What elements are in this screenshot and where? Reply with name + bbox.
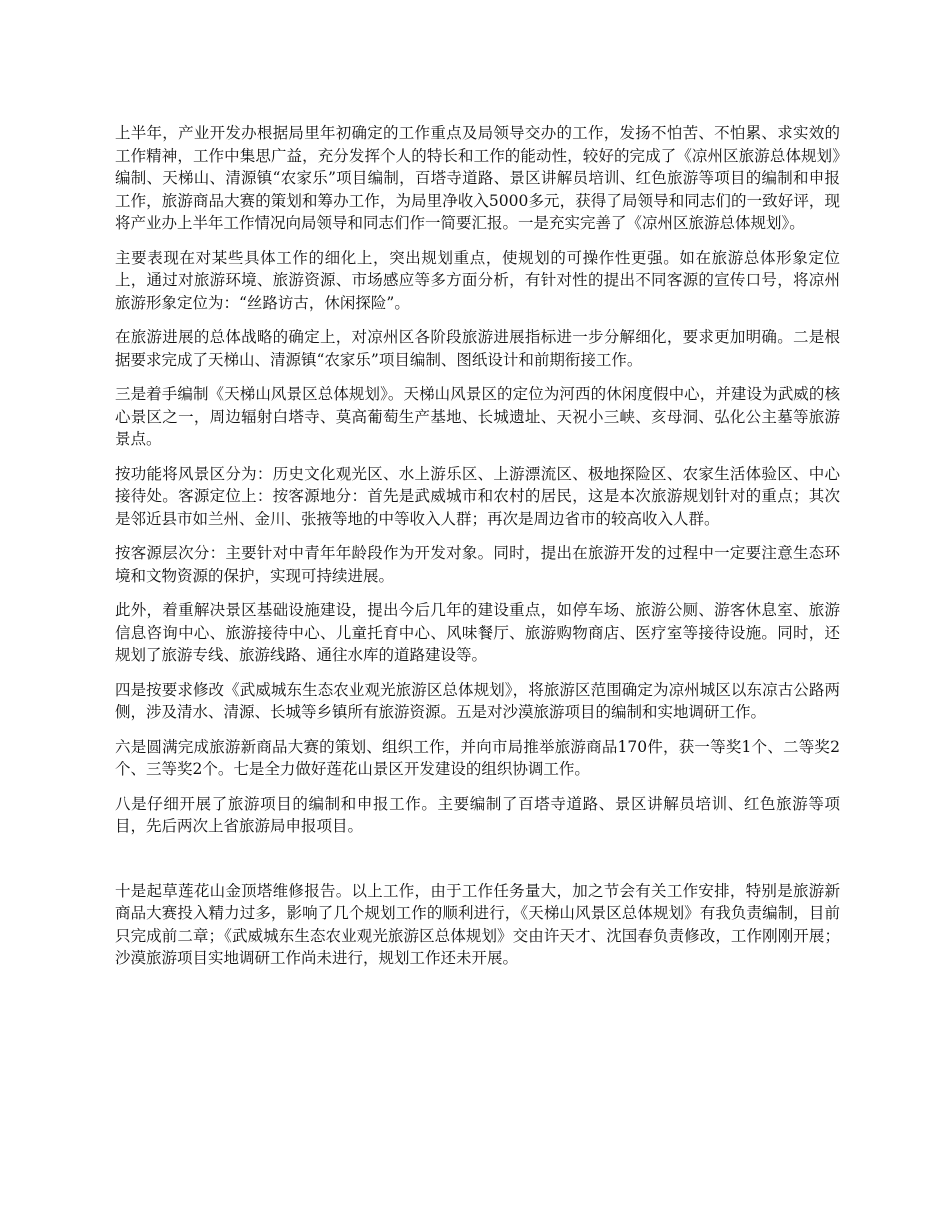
paragraph-3: 在旅游进展的总体战略的确定上，对凉州区各阶段旅游进展指标进一步分解细化，要求更加明确。二是根据要求完成了天梯山、清源镇“农家乐”项目编制、图纸设计和前期衔接工作。: [115, 328, 840, 369]
paragraph-6: 按客源层次分：主要针对中青年年龄段作为开发对象。同时，提出在旅游开发的过程中一定要注意生态环境和文物资源的保护，实现可持续进展。: [115, 544, 840, 585]
blank-gap: [115, 850, 840, 880]
paragraph-10: 八是仔细开展了旅游项目的编制和申报工作。主要编制了百塔寺道路、景区讲解员培训、红色旅游等项目，先后两次上省旅游局申报项目。: [115, 794, 840, 835]
paragraph-11: 十是起草莲花山金顶塔维修报告。以上工作，由于工作任务量大，加之节会有关工作安排，特别是旅游新商品大赛投入精力过多，影响了几个规划工作的顺利进行，《天梯山风景区总体规划》有我负责编制，目前只完成前二章；《武威城东生态农业观光旅游区总体规划》交由许天才、沈国春负责修改，工作刚刚开展；沙漠旅游项目实地调研工作尚未进行，规划工作还未开展。: [115, 881, 840, 967]
paragraph-4: 三是着手编制《天梯山风景区总体规划》。天梯山风景区的定位为河西的休闲度假中心，并建设为武威的核心景区之一，周边辐射白塔寺、莫高葡萄生产基地、长城遗址、天祝小三峡、亥母洞、弘化公主墓等旅游景点。: [115, 385, 840, 448]
paragraph-5: 按功能将风景区分为：历史文化观光区、水上游乐区、上游漂流区、极地探险区、农家生活体验区、中心接待处。客源定位上：按客源地分：首先是武威城市和农村的居民，这是本次旅游规划针对的重点；其次是邻近县市如兰州、金川、张掖等地的中等收入人群；再次是周边省市的较高收入人群。: [115, 464, 840, 528]
paragraph-7: 此外，着重解决景区基础设施建设，提出今后几年的建设重点，如停车场、旅游公厕、游客休息室、旅游信息咨询中心、旅游接待中心、儿童托育中心、风味餐厅、旅游购物商店、医疗室等接待设施。同时，还规划了旅游专线、旅游线路、通往水库的道路建设等。: [115, 601, 840, 664]
paragraph-8: 四是按要求修改《武威城东生态农业观光旅游区总体规划》，将旅游区范围确定为凉州城区以东凉古公路两侧，涉及清水、清源、长城等乡镇所有旅游资源。五是对沙漠旅游项目的编制和实地调研工作。: [115, 680, 840, 721]
document-body: [115, 122, 840, 982]
paragraph-9: 六是圆满完成旅游新商品大赛的策划、组织工作，并向市局推举旅游商品170件，获一等奖1个、二等奖2个、三等奖2个。七是全力做好莲花山景区开发建设的组织协调工作。: [115, 737, 840, 778]
paragraph-1: 上半年，产业开发办根据局里年初确定的工作重点及局领导交办的工作，发扬不怕苦、不怕累、求实效的工作精神，工作中集思广益，充分发挥个人的特长和工作的能动性，较好的完成了《凉州区旅游总体规划》编制、天梯山、清源镇“农家乐”项目编制，百塔寺道路、景区讲解员培训、红色旅游等项目的编制和申报工作，旅游商品大赛的策划和筹办工作，为局里净收入5000多元，获得了局领导和同志们的一致好评，现将产业办上半年工作情况向局领导和同志们作一简要汇报。一是充实完善了《凉州区旅游总体规划》。: [115, 124, 840, 232]
paragraph-2: 主要表现在对某些具体工作的细化上，突出规划重点，使规划的可操作性更强。如在旅游总体形象定位上，通过对旅游环境、旅游资源、市场感应等多方面分析，有针对性的提出不同客源的宣传口号，将凉州旅游形象定位为：“丝路访古，休闲探险”。: [115, 248, 840, 312]
